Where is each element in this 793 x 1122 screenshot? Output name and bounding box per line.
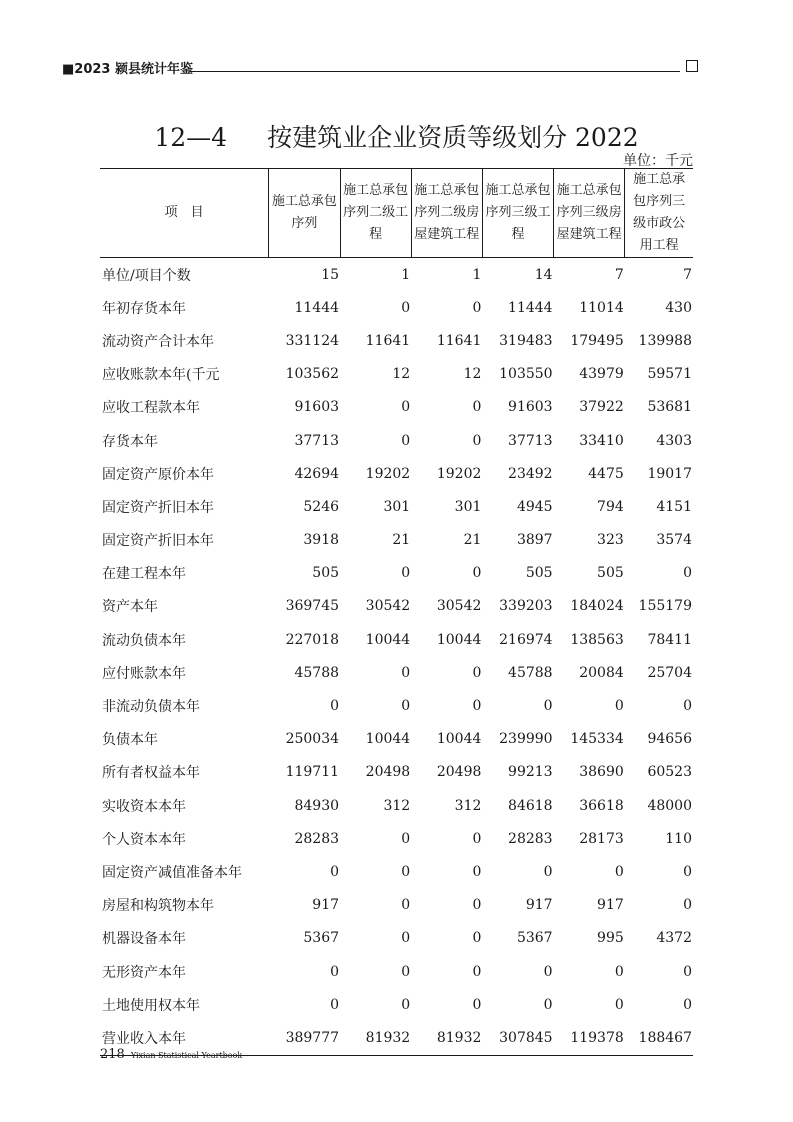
- table-row: [100, 822, 693, 855]
- column-header: 施工总承包序列三级工程: [482, 169, 553, 258]
- table-cell: 239990: [499, 731, 553, 748]
- table-cell: 0: [683, 698, 692, 715]
- table-cell: 0: [401, 830, 411, 847]
- running-header: [62, 58, 698, 77]
- table-cell: 0: [683, 565, 692, 582]
- row-label: 固定资产减值准备本年: [102, 864, 242, 881]
- table-cell: 0: [472, 432, 482, 449]
- table-cell: 36618: [579, 797, 624, 814]
- table-cell: 12: [392, 366, 411, 383]
- table-cell: 0: [472, 299, 482, 316]
- table-cell: 91603: [294, 399, 340, 416]
- table-cell: 995: [597, 930, 624, 947]
- table-cell: 0: [543, 698, 553, 715]
- table-cell: 188467: [625, 1021, 693, 1055]
- table-cell: 19017: [647, 465, 692, 482]
- table-row: [100, 656, 693, 689]
- table-cell: 4372: [656, 930, 692, 947]
- table-cell: 0: [401, 299, 411, 316]
- table-cell: 0: [543, 996, 553, 1013]
- table-cell: 78411: [647, 631, 692, 648]
- table-cell: 145334: [570, 731, 624, 748]
- table-cell: 0: [683, 996, 692, 1013]
- row-label: 存货本年: [102, 433, 158, 450]
- table-cell: 11641: [365, 332, 411, 349]
- table-cell: 0: [683, 963, 692, 980]
- table-cell: 110: [665, 830, 692, 847]
- table-row: [100, 955, 693, 988]
- table-cell: 4151: [656, 498, 692, 515]
- table-cell: 0: [472, 830, 482, 847]
- table-cell: 19202: [365, 465, 411, 482]
- table-cell: 30542: [365, 598, 411, 615]
- table-row: [100, 855, 693, 888]
- table-cell: 369745: [285, 598, 340, 615]
- table-cell: 0: [401, 897, 411, 914]
- row-label: 无形资产本年: [102, 964, 186, 981]
- table-cell: 184024: [570, 598, 624, 615]
- table-cell: 25704: [647, 664, 692, 681]
- table-row: [100, 258, 693, 292]
- table-cell: 30542: [436, 598, 482, 615]
- table-cell: 11444: [294, 299, 340, 316]
- table-row: [100, 756, 693, 789]
- table-cell: 227018: [285, 631, 340, 648]
- table-cell: 0: [401, 963, 411, 980]
- table-cell: 0: [472, 565, 482, 582]
- table-cell: 84930: [294, 797, 340, 814]
- row-label: 流动资产合计本年: [102, 333, 214, 350]
- table-cell: 10044: [365, 731, 411, 748]
- row-label: 负债本年: [102, 732, 158, 749]
- table-cell: 28283: [508, 830, 553, 847]
- table-cell: 389777: [269, 1021, 340, 1055]
- table-cell: 4945: [516, 498, 553, 515]
- table-cell: 42694: [294, 465, 340, 482]
- table-row: [100, 358, 693, 391]
- table-cell: 0: [614, 863, 624, 880]
- table-cell: 59571: [647, 366, 692, 383]
- table-cell: 103562: [285, 366, 340, 383]
- table-cell: 33410: [579, 432, 624, 449]
- table-cell: 20084: [579, 664, 624, 681]
- table-cell: 0: [472, 698, 482, 715]
- table-cell: 139988: [638, 332, 692, 349]
- table-cell: 0: [401, 930, 411, 947]
- row-label: 土地使用权本年: [102, 997, 200, 1014]
- data-table: [100, 168, 693, 1056]
- table-cell: 917: [525, 897, 553, 914]
- row-label: 固定资产折旧本年: [102, 533, 214, 550]
- table-cell: 4303: [656, 432, 692, 449]
- column-header: 施工总承包序列三级市政公用工程: [625, 169, 693, 258]
- table-cell: 917: [312, 897, 340, 914]
- table-cell: 119378: [554, 1021, 625, 1055]
- column-header: 施工总承包序列二级工程: [340, 169, 411, 258]
- table-cell: 119711: [285, 764, 340, 781]
- table-cell: 94656: [647, 731, 692, 748]
- table-cell: 0: [472, 664, 482, 681]
- table-cell: 0: [401, 863, 411, 880]
- table-row: [100, 524, 693, 557]
- table-cell: 0: [683, 863, 692, 880]
- table-cell: 794: [597, 498, 624, 515]
- table-cell: 312: [454, 797, 482, 814]
- table-row: [100, 490, 693, 523]
- table-cell: 10044: [436, 731, 482, 748]
- table-row: [100, 723, 693, 756]
- table-cell: 5367: [303, 930, 340, 947]
- row-label: 年初存货本年: [102, 300, 186, 317]
- table-cell: 505: [312, 565, 340, 582]
- table-cell: 3897: [516, 532, 553, 549]
- table-cell: 0: [401, 698, 411, 715]
- table-cell: 0: [330, 863, 340, 880]
- row-label: 机器设备本年: [102, 931, 186, 948]
- table-cell: 28283: [294, 830, 340, 847]
- table-cell: 23492: [508, 465, 553, 482]
- table-cell: 60523: [647, 764, 692, 781]
- table-cell: 45788: [294, 664, 340, 681]
- table-cell: 505: [525, 565, 553, 582]
- table-cell: 45788: [508, 664, 553, 681]
- table-cell: 7: [614, 266, 624, 283]
- row-label: 在建工程本年: [102, 566, 186, 583]
- table-cell: 11641: [436, 332, 482, 349]
- header-rule: [190, 71, 680, 72]
- table-cell: 48000: [647, 797, 692, 814]
- table-row: [100, 922, 693, 955]
- table-cell: 12: [463, 366, 482, 383]
- table-cell: 0: [330, 996, 340, 1013]
- table-cell: 38690: [579, 764, 624, 781]
- table-cell: 10044: [365, 631, 411, 648]
- table-cell: 301: [383, 498, 411, 515]
- table-row: [100, 689, 693, 722]
- table-cell: 20498: [365, 764, 411, 781]
- table-cell: 0: [472, 963, 482, 980]
- table-cell: 91603: [508, 399, 553, 416]
- table-cell: 216974: [499, 631, 553, 648]
- table-cell: 43979: [579, 366, 624, 383]
- column-header-item: 项 目: [100, 169, 269, 258]
- table-cell: 0: [472, 996, 482, 1013]
- corner-box-icon: [686, 60, 698, 72]
- table-cell: 81932: [340, 1021, 411, 1055]
- table-cell: 505: [597, 565, 624, 582]
- column-header: 施工总承包序列: [269, 169, 340, 258]
- table-cell: 14: [534, 266, 553, 283]
- table-cell: 331124: [285, 332, 340, 349]
- row-label: 所有者权益本年: [102, 765, 200, 782]
- table-cell: 0: [543, 863, 553, 880]
- table-cell: 1: [401, 266, 411, 283]
- row-label: 实收资本本年: [102, 798, 186, 815]
- table-cell: 319483: [499, 332, 553, 349]
- table-cell: 0: [614, 963, 624, 980]
- table-cell: 250034: [285, 731, 340, 748]
- table-cell: 917: [597, 897, 624, 914]
- table-row: [100, 557, 693, 590]
- table-cell: 179495: [570, 332, 624, 349]
- row-label: 应收工程款本年: [102, 400, 200, 417]
- table-row: [100, 623, 693, 656]
- table-cell: 11444: [508, 299, 553, 316]
- table-cell: 0: [614, 996, 624, 1013]
- row-label: 应收账款本年(千元: [102, 367, 220, 384]
- table-row: [100, 789, 693, 822]
- table-cell: 0: [330, 698, 340, 715]
- row-label: 个人资本本年: [102, 831, 186, 848]
- table-cell: 0: [543, 963, 553, 980]
- table-cell: 155179: [638, 598, 692, 615]
- table-row: [100, 391, 693, 424]
- table-cell: 3574: [656, 532, 692, 549]
- table-cell: 5246: [303, 498, 340, 515]
- table-cell: 312: [383, 797, 411, 814]
- table-cell: 10044: [436, 631, 482, 648]
- table-cell: 19202: [436, 465, 482, 482]
- table-cell: 0: [683, 897, 692, 914]
- table-row: [100, 988, 693, 1021]
- table-cell: 323: [597, 532, 624, 549]
- table-cell: 81932: [411, 1021, 482, 1055]
- table-row: [100, 324, 693, 357]
- table-cell: 0: [401, 432, 411, 449]
- column-header: 施工总承包序列三级房屋建筑工程: [554, 169, 625, 258]
- table-title-text: 按建筑业企业资质等级划分 2022: [267, 123, 639, 152]
- table-title: [0, 118, 793, 154]
- table-row: [100, 291, 693, 324]
- table-cell: 0: [472, 897, 482, 914]
- table-cell: 37713: [294, 432, 340, 449]
- table-cell: 37713: [508, 432, 553, 449]
- row-label: 营业收入本年: [100, 1021, 269, 1055]
- row-label: 资产本年: [102, 599, 158, 616]
- page-number: 218: [100, 1047, 125, 1062]
- table-number: 12—4: [154, 123, 228, 152]
- book-name: Yixian Statistical Yeartbook: [130, 1051, 243, 1060]
- table-cell: 53681: [647, 399, 692, 416]
- table-cell: 99213: [508, 764, 553, 781]
- table-cell: 28173: [579, 830, 624, 847]
- row-label: 应付账款本年: [102, 665, 186, 682]
- table-cell: 5367: [516, 930, 553, 947]
- table-cell: 430: [665, 299, 692, 316]
- table-cell: 339203: [499, 598, 553, 615]
- table-cell: 21: [392, 532, 411, 549]
- table-cell: 7: [683, 266, 692, 283]
- table-row: [100, 457, 693, 490]
- table-cell: 0: [330, 963, 340, 980]
- table-cell: 84618: [508, 797, 553, 814]
- table-cell: 0: [401, 664, 411, 681]
- running-title: ■2023 颍县统计年鉴: [62, 62, 193, 77]
- page-footer: [100, 1047, 242, 1062]
- table-cell: 0: [472, 863, 482, 880]
- table-row: [100, 889, 693, 922]
- row-label: 固定资产原价本年: [102, 466, 214, 483]
- table-cell: 21: [463, 532, 482, 549]
- table-cell: 4475: [588, 465, 624, 482]
- column-header: 施工总承包序列二级房屋建筑工程: [411, 169, 482, 258]
- row-label: 非流动负债本年: [102, 699, 200, 716]
- table-cell: 0: [472, 930, 482, 947]
- table-cell: 0: [614, 698, 624, 715]
- table-cell: 307845: [482, 1021, 553, 1055]
- row-label: 单位/项目个数: [102, 267, 191, 284]
- row-label: 固定资产折旧本年: [102, 499, 214, 516]
- table-cell: 0: [401, 996, 411, 1013]
- table-cell: 15: [321, 266, 340, 283]
- table-cell: 1: [472, 266, 482, 283]
- table-cell: 301: [454, 498, 482, 515]
- unit-label: 单位：千元: [623, 153, 693, 169]
- table-row: [100, 590, 693, 623]
- table-row: [100, 424, 693, 457]
- table-cell: 3918: [303, 532, 340, 549]
- table-cell: 0: [472, 399, 482, 416]
- row-label: 房屋和构筑物本年: [102, 898, 214, 915]
- table-cell: 103550: [499, 366, 553, 383]
- table-header-row: [100, 169, 693, 258]
- table-cell: 20498: [436, 764, 482, 781]
- table-cell: 138563: [570, 631, 624, 648]
- table-cell: 0: [401, 399, 411, 416]
- table-cell: 11014: [579, 299, 624, 316]
- table-cell: 37922: [579, 399, 624, 416]
- table-cell: 0: [401, 565, 411, 582]
- row-label: 流动负债本年: [102, 632, 186, 649]
